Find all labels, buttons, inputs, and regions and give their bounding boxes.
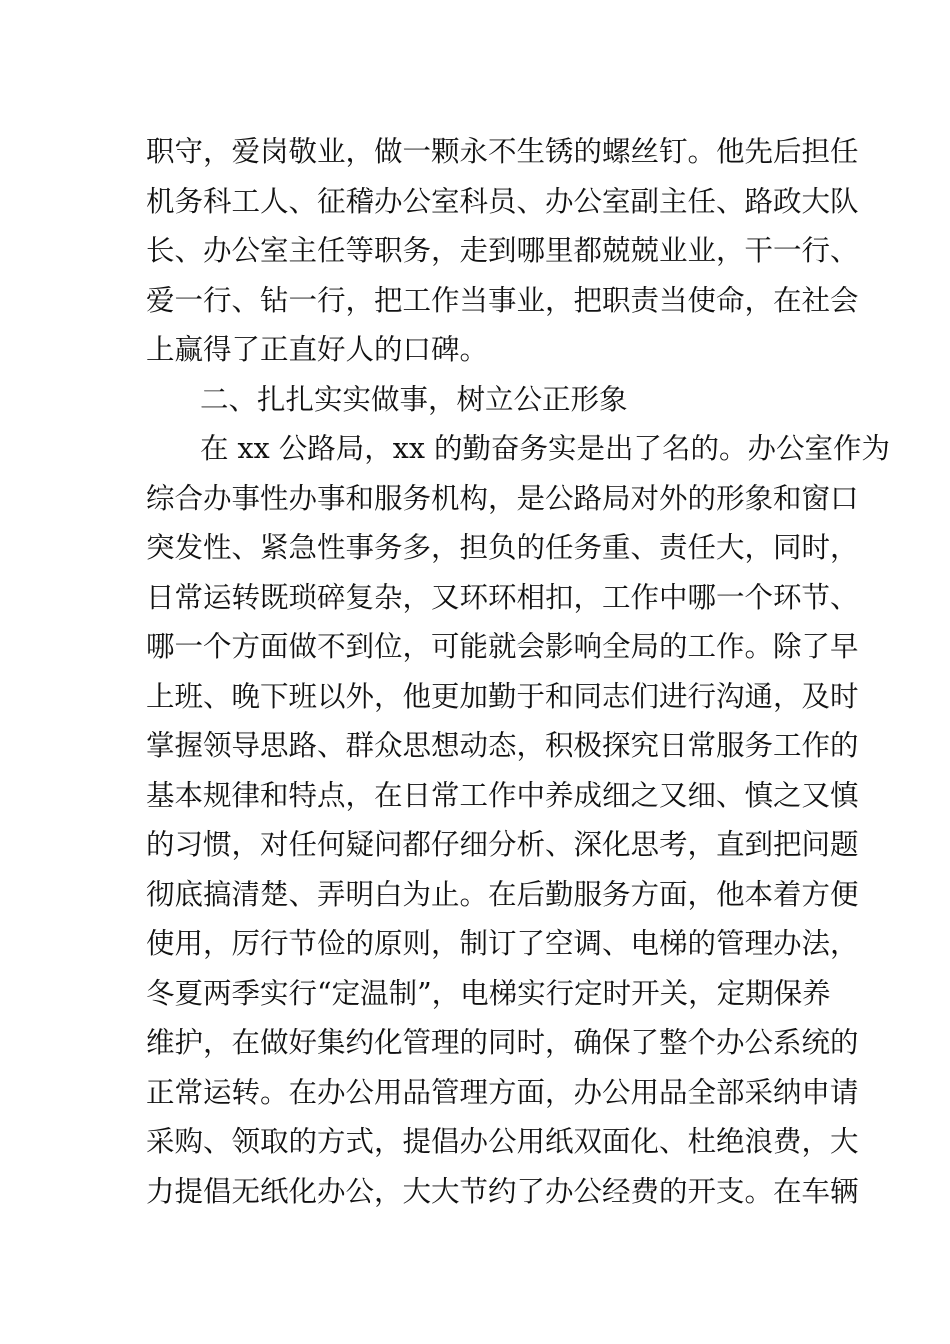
section-heading: 二、扎扎实实做事，树立公正形象 <box>200 382 628 416</box>
text-line-16: 彻底搞清楚、弄明白为止。在后勤服务方面，他本着方便 <box>146 877 859 911</box>
text-line-18: 冬夏两季实行“定温制”，电梯实行定时开关，定期保养 <box>146 976 831 1010</box>
text-line-5: 上赢得了正直好人的口碑。 <box>146 333 489 366</box>
text-line-2: 机务科工人、征稽办公室科员、办公室副主任、路政大队 <box>146 184 859 218</box>
text-line-1: 职守，爱岗敬业，做一颗永不生锈的螺丝钉。他先后担任 <box>146 135 859 168</box>
text-line-14: 基本规律和特点，在日常工作中养成细之又细、慎之又慎 <box>146 778 859 812</box>
text-line-7: 在 xx 公路局，xx 的勤奋务实是出了名的。办公室作为 <box>200 432 890 465</box>
text-line-11: 哪一个方面做不到位，可能就会影响全局的工作。除了早 <box>146 630 859 663</box>
text-line-12: 上班、晚下班以外，他更加勤于和同志们进行沟通，及时 <box>146 679 859 713</box>
text-line-19: 维护，在做好集约化管理的同时，确保了整个办公系统的 <box>146 1026 859 1059</box>
text-line-17: 使用，厉行节俭的原则，制订了空调、电梯的管理办法， <box>146 927 859 960</box>
text-line-10: 日常运转既琐碎复杂，又环环相扣，工作中哪一个环节、 <box>146 580 859 614</box>
text-line-9: 突发性、紧急性事务多，担负的任务重、责任大，同时， <box>146 531 859 564</box>
text-line-8: 综合办事性办事和服务机构，是公路局对外的形象和窗口 <box>146 481 859 515</box>
text-line-3: 长、办公室主任等职务，走到哪里都兢兢业业，干一行、 <box>146 234 859 267</box>
body-text <box>146 127 890 1216</box>
text-line-13: 掌握领导思路、群众思想动态，积极探究日常服务工作的 <box>146 729 859 762</box>
text-line-20: 正常运转。在办公用品管理方面，办公用品全部采纳申请 <box>146 1075 859 1109</box>
text-line-15: 的习惯，对任何疑问都仔细分析、深化思考，直到把问题 <box>146 828 859 861</box>
text-line-21: 采购、领取的方式，提倡办公用纸双面化、杜绝浪费，大 <box>146 1125 859 1158</box>
text-line-4: 爱一行、钻一行，把工作当事业，把职责当使命，在社会 <box>146 283 859 317</box>
text-line-22: 力提倡无纸化办公，大大节约了办公经费的开支。在车辆 <box>146 1174 859 1208</box>
